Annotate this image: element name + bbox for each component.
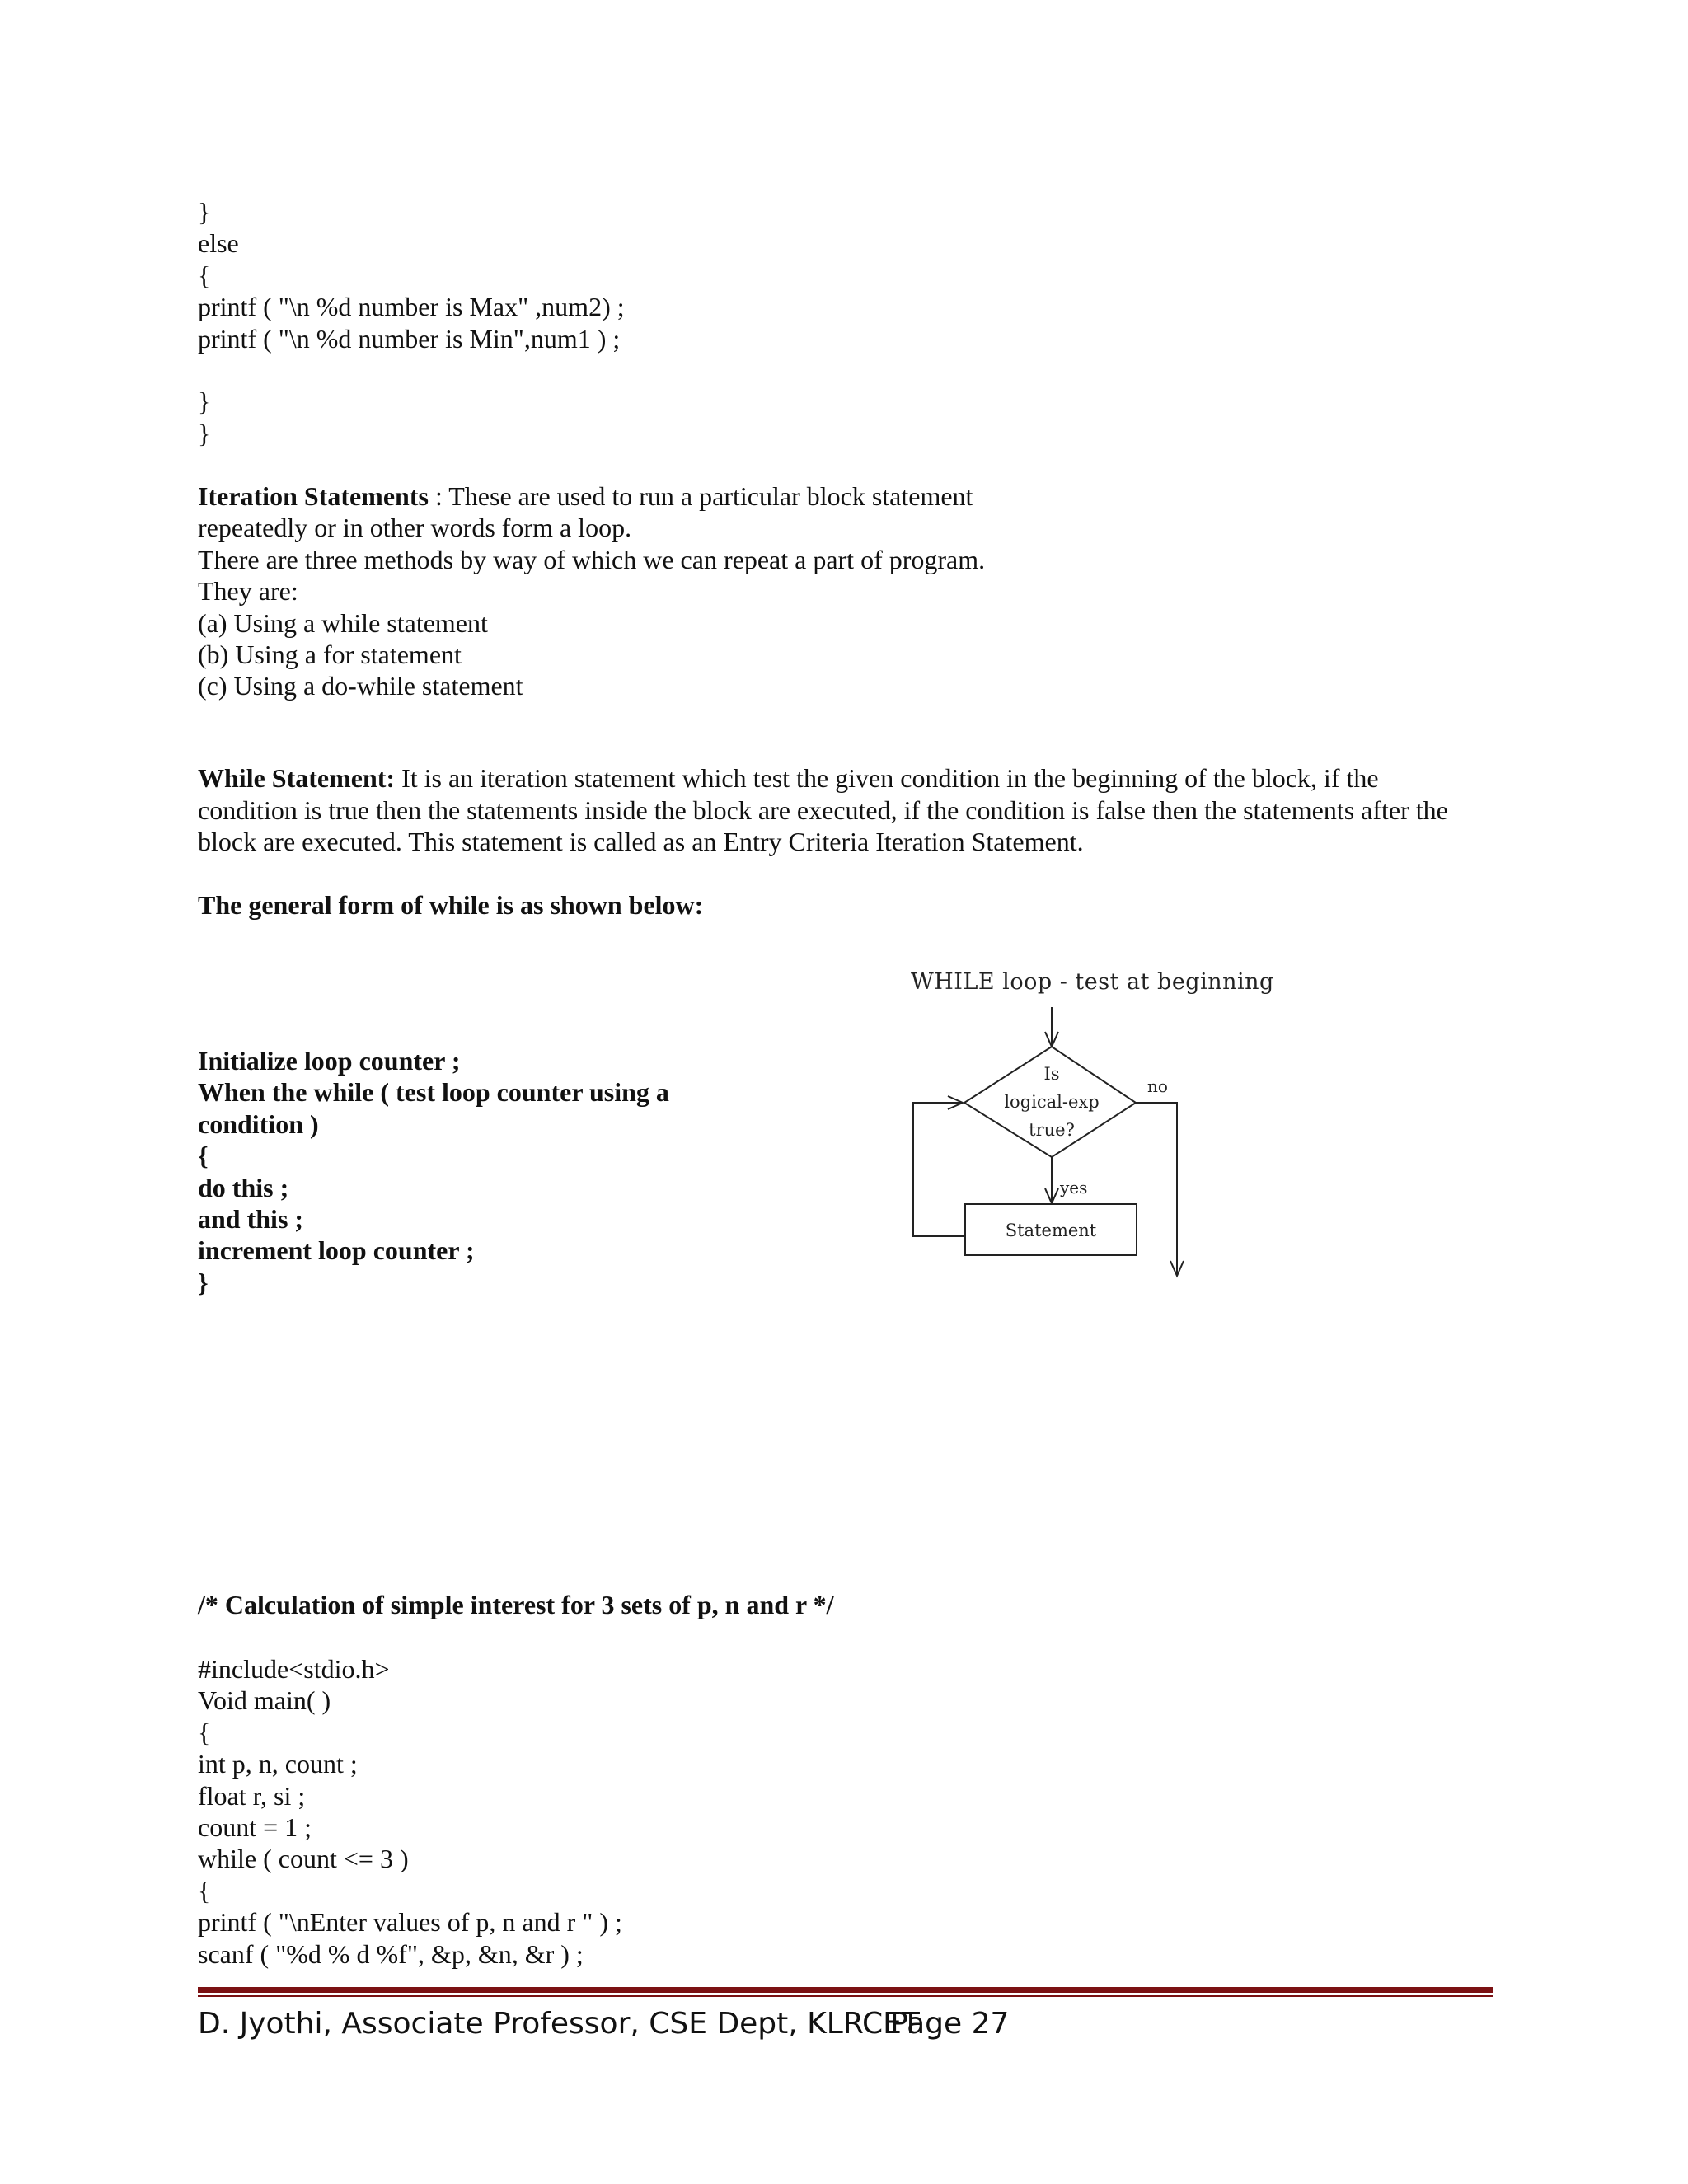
code-line: } bbox=[198, 418, 211, 448]
code-line: { bbox=[198, 1875, 211, 1905]
general-form-line: When the while ( test loop counter using a bbox=[198, 1077, 669, 1108]
decision-text-line: true? bbox=[1029, 1120, 1075, 1140]
code-line: Void main( ) bbox=[198, 1685, 331, 1716]
code-line: printf ( "\n %d number is Min",num1 ) ; bbox=[198, 323, 621, 354]
iteration-line: : These are used to run a particular block statement bbox=[428, 481, 973, 511]
code-line: printf ( "\nEnter values of p, n and r " ) ; bbox=[198, 1907, 622, 1938]
iteration-heading: Iteration Statements bbox=[198, 481, 429, 511]
code-line: int p, n, count ; bbox=[198, 1749, 358, 1779]
footer-rule-thin bbox=[198, 1995, 1493, 1997]
statement-label: Statement bbox=[1005, 1221, 1097, 1240]
yes-label: yes bbox=[1060, 1178, 1088, 1197]
code-line: } bbox=[198, 387, 211, 417]
no-branch-line bbox=[1136, 1103, 1177, 1274]
program-code bbox=[198, 1653, 622, 1970]
while-statement-paragraph bbox=[198, 762, 1484, 858]
general-form-line: condition ) bbox=[198, 1108, 319, 1139]
code-line: } bbox=[198, 197, 211, 227]
general-form-line: Initialize loop counter ; bbox=[198, 1046, 461, 1076]
code-line: { bbox=[198, 1717, 211, 1747]
code-line: { bbox=[198, 260, 211, 290]
code-line: count = 1 ; bbox=[198, 1812, 312, 1843]
no-label: no bbox=[1147, 1076, 1168, 1096]
code-line: printf ( "\n %d number is Max" ,num2) ; bbox=[198, 292, 625, 322]
code-line: while ( count <= 3 ) bbox=[198, 1844, 409, 1874]
general-form-line: { bbox=[198, 1141, 209, 1171]
footer-author: D. Jyothi, Associate Professor, CSE Dept, KLRCET bbox=[198, 2007, 920, 2041]
while-statement-heading: While Statement: bbox=[198, 763, 396, 793]
footer-rule-thick bbox=[198, 1987, 1493, 1993]
iteration-section bbox=[198, 480, 985, 702]
general-form-line: } bbox=[198, 1267, 209, 1297]
iteration-line: (c) Using a do-while statement bbox=[198, 671, 523, 701]
footer-page-number: Page 27 bbox=[890, 2007, 1010, 2041]
general-form-line: increment loop counter ; bbox=[198, 1235, 475, 1266]
program-comment: /* Calculation of simple interest for 3 sets of p, n and r */ bbox=[198, 1590, 834, 1619]
general-form-block bbox=[198, 1045, 669, 1298]
code-line: scanf ( "%d % d %f", &p, &n, &r ) ; bbox=[198, 1938, 584, 1969]
iteration-line: (b) Using a for statement bbox=[198, 640, 462, 670]
code-fragment-top bbox=[198, 196, 625, 449]
general-form-line: do this ; bbox=[198, 1172, 289, 1202]
code-line: else bbox=[198, 228, 239, 259]
flowchart-title: WHILE loop - test at beginning bbox=[911, 969, 1274, 995]
loop-back-line bbox=[913, 1103, 965, 1236]
iteration-line: There are three methods by way of which we can repeat a part of program. bbox=[198, 544, 986, 574]
while-statement-text: It is an iteration statement which test the given condition in the beginning of the block, if the condition is true then the statements inside the block are executed, if the condition is false then the statements after the block are executed. This statement is called as an Entry Criteria Iteration Statement. bbox=[198, 763, 1448, 856]
iteration-line: repeatedly or in other words form a loop. bbox=[198, 513, 632, 543]
iteration-line: They are: bbox=[198, 576, 298, 607]
decision-text-line: logical-exp bbox=[1004, 1092, 1100, 1112]
code-line: #include<stdio.h> bbox=[198, 1654, 390, 1684]
code-line: float r, si ; bbox=[198, 1780, 306, 1811]
iteration-line: (a) Using a while statement bbox=[198, 607, 488, 638]
general-form-heading: The general form of while is as shown below: bbox=[198, 890, 704, 920]
while-loop-flowchart bbox=[898, 964, 1294, 1310]
decision-text-line: Is bbox=[1043, 1064, 1060, 1084]
general-form-line: and this ; bbox=[198, 1204, 304, 1235]
